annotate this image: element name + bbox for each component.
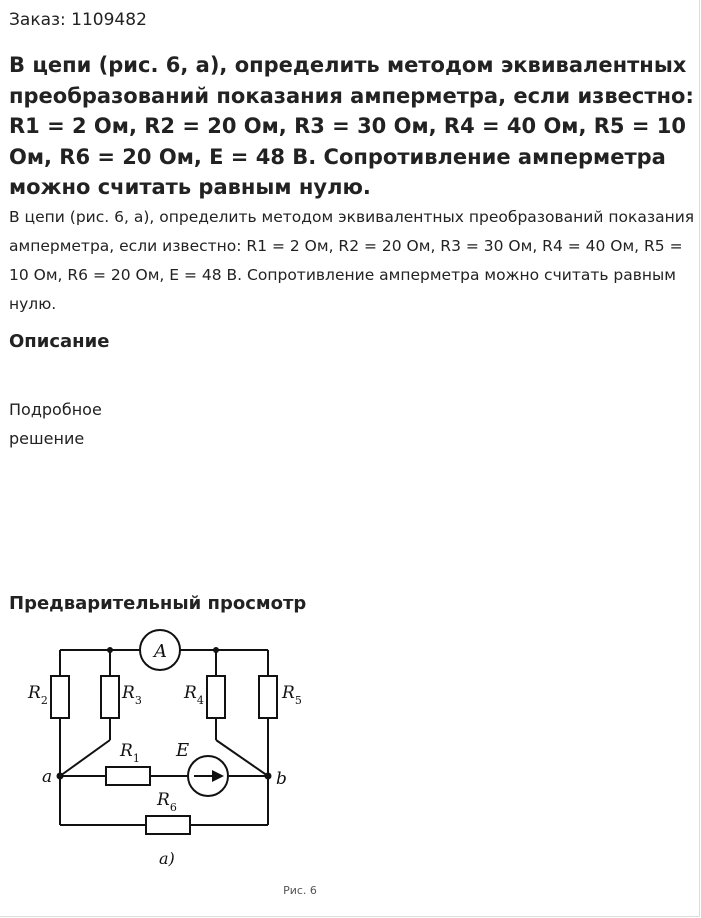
node-dot-b — [265, 773, 272, 780]
resistor-r3 — [101, 676, 119, 718]
junction-dot-r3-top — [107, 647, 113, 653]
r4-label: $R_4$ — [184, 683, 204, 707]
wire-r3-diag — [60, 740, 110, 776]
detail-line-1: Подробное — [9, 400, 102, 419]
resistor-r2 — [51, 676, 69, 718]
emf-arrowhead — [212, 770, 224, 782]
resistor-r6 — [146, 816, 190, 834]
r6-label: $R_6$ — [157, 790, 177, 814]
task-description: В цепи (рис. 6, а), определить методом эквивалентных преобразований показания амперметра, если известно: R1 = 2 Ом, R2 = 20 Ом, R3 = 30 Ом, R4 = 40 Ом, R5 = 10 Ом, R6 = 20 Ом, E = 48 В. Сопротивление амперметра можно считать равным нулю. — [9, 208, 695, 313]
resistor-r4 — [207, 676, 225, 718]
description-heading: Описание — [9, 331, 110, 352]
detail-line-2: решение — [9, 429, 85, 448]
r3-label: $R_3$ — [122, 683, 142, 707]
node-b-label: b — [276, 769, 287, 789]
wire-r4-diag — [216, 740, 268, 776]
node-a-label: a — [42, 767, 53, 787]
preview-heading: Предварительный просмотр — [9, 593, 307, 614]
figure-sublabel: а) — [159, 849, 175, 868]
r1-label: $R_1$ — [120, 741, 140, 765]
r5-label: $R_5$ — [282, 683, 302, 707]
r2-label: $R_2$ — [28, 683, 48, 707]
figure-caption: Рис. 6 — [283, 884, 317, 897]
emf-label: E — [176, 740, 190, 761]
order-number: Заказ: 1109482 — [9, 10, 147, 30]
resistor-r5 — [259, 676, 277, 718]
resistor-r1 — [106, 767, 150, 785]
junction-dot-r4-top — [213, 647, 219, 653]
detailed-solution-note — [9, 395, 149, 453]
page-title: В цепи (рис. 6, а), определить методом эквивалентных преобразований показания амперметра, если известно: R1 = 2 Ом, R2 = 20 Ом, R3 = 30 Ом, R4 = 40 Ом, R5 = 10 Ом, R6 = 20 Ом, E = 48 В. Сопротивление амперметра можно считать равным нулю. — [9, 53, 694, 199]
ammeter-label: A — [154, 641, 167, 662]
circuit-diagram — [0, 620, 330, 870]
node-dot-a — [57, 773, 64, 780]
